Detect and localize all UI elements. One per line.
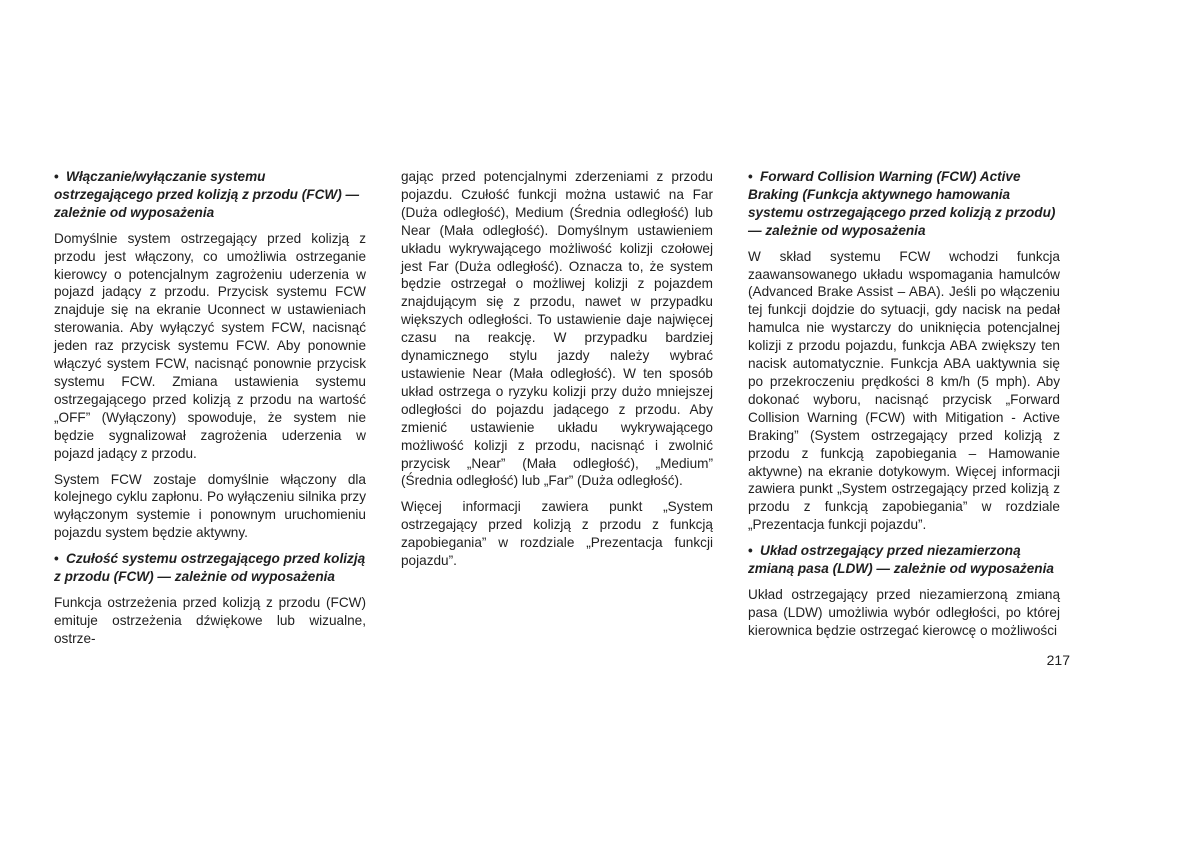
section-heading-fcw-toggle (54, 168, 366, 222)
paragraph-fcw-warnings: Funkcja ostrzeżenia przed kolizją z przodu (FCW) emituje ostrzeżenia dźwiękowe lub wizualne, ostrze- (54, 594, 366, 646)
section-heading-fcw-active-braking (748, 168, 1060, 240)
paragraph-more-info: Więcej informacji zawiera punkt „System ostrzegający przed kolizją z przodu z funkcją zapobiegania” w rozdziale „Prezentacja funkcji pojazdu”. (401, 499, 713, 569)
text-column-right (748, 168, 1060, 648)
paragraph-fcw-ignition-cycle: System FCW zostaje domyślnie włączony dla kolejnego cyklu zapłonu. Po wyłączeniu silnika przy wyłączonym systemie i ponownym uruchomieniu pojazdu system będzie aktywny. (54, 471, 366, 541)
paragraph-aba: W skład systemu FCW wchodzi funkcja zaawansowanego układu wspomagania hamulców (Advanced Brake Assist – ABA). Jeśli po włączeniu tej funkcji dojdzie do sytuacji, gdy nacisk na pedał hamulca nie wystarczy do uniknięcia potencjalnej kolizji z przodu pojazdu, funkcja ABA zwiększy ten nacisk automatycznie. Funkcja ABA uaktywnia się po przekroczeniu prędkości 8 km/h (5 mph). Aby dokonać wyboru, nacisnąć przycisk „Forward Collision Warning (FCW) with Mitigation - Active Braking” (System ostrzegający przed kolizją z przodu z funkcją zapobiegania – Hamowanie aktywne) na ekranie dotykowym. Więcej informacji zawiera punkt „System ostrzegający przed kolizją z przodu z funkcją zapobiegania” w rozdziale „Prezentacja funkcji pojazdu”. (748, 248, 1060, 533)
text-column-left (54, 168, 366, 656)
section-heading-fcw-sensitivity (54, 550, 366, 586)
bullet-icon: • (748, 543, 753, 559)
section-heading-ldw (748, 542, 1060, 578)
heading-text: Czułość systemu ostrzegającego przed kolizją z przodu (FCW) — zależnie od wyposażenia (54, 551, 366, 585)
bullet-icon: • (54, 169, 59, 184)
bullet-icon: • (748, 169, 753, 184)
heading-text: Włączanie/wyłączanie systemu ostrzegającego przed kolizją z przodu (FCW) — zależnie od wyposażenia (54, 169, 360, 220)
paragraph-ldw: Układ ostrzegający przed niezamierzoną zmianą pasa (LDW) umożliwia wybór odległości, po której kierownica będzie ostrzegać kierowcę o możliwości (748, 586, 1060, 638)
paragraph-fcw-sensitivity-settings: gając przed potencjalnymi zderzeniami z przodu pojazdu. Czułość funkcji można ustawić na Far (Duża odległość), Medium (Średnia odległość) lub Near (Mała odległość). Domyślnym ustawieniem układu wykrywającego możliwość kolizji czołowej jest Far (Duża odległość). Oznacza to, że system będzie ostrzegał o możliwej kolizji z pojazdem znajdującym się z przodu, nawet w przypadku większych odległości. To ustawienie daje najwięcej czasu na reakcję. W przypadku bardziej dynamicznego stylu jazdy należy wybrać ustawienie Near (Mała odległość). W ten sposób układ ostrzega o ryzyku kolizji przy dużo mniejszej odległości do pojazdu jadącego z przodu. Aby zmienić ustawienie układu wykrywającego możliwość kolizji z przodu, nacisnąć i zwolnić przycisk „Near” (Mała odległość), „Medium” (Średnia odległość) lub „Far” (Duża odległość). (401, 169, 713, 489)
heading-text: Układ ostrzegający przed niezamierzoną zmianą pasa (LDW) — zależnie od wyposażenia (748, 543, 1054, 577)
page-number: 217 (1046, 652, 1070, 668)
bullet-icon: • (54, 551, 59, 567)
text-column-middle (401, 168, 713, 578)
heading-text: Forward Collision Warning (FCW) Active Braking (Funkcja aktywnego hamowania systemu ostrzegającego przed kolizją z przodu) — zależnie od wyposażenia (748, 169, 1056, 238)
paragraph-fcw-default-on: Domyślnie system ostrzegający przed kolizją z przodu jest włączony, co umożliwia ostrzeganie kierowcy o potencjalnym zagrożeniu uderzenia w pojazd jadący z przodu. Przycisk systemu FCW znajduje się na ekranie Uconnect w ustawieniach sterowania. Aby wyłączyć system FCW, nacisnąć jeden raz przycisk systemu FCW. Aby ponownie włączyć system FCW, nacisnąć ponownie przycisk systemu FCW. Zmiana ustawienia systemu ostrzegającego przed kolizją z przodu na wartość „OFF” (Wyłączony) spowoduje, że system nie będzie sygnalizował zagrożenia uderzenia w pojazd jadący z przodu. (54, 230, 366, 461)
